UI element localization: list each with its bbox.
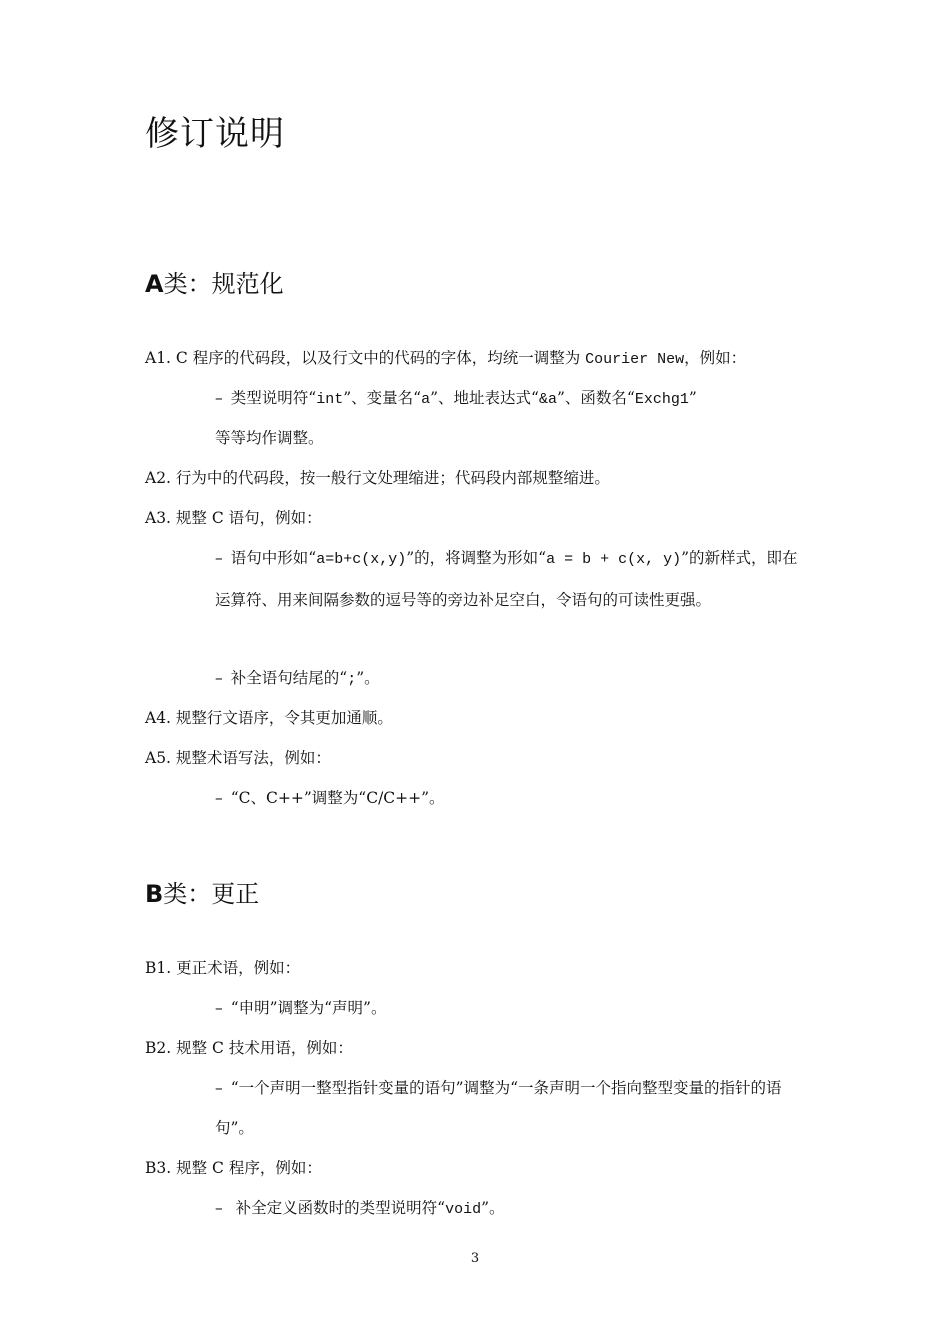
section-a-heading [145,264,284,299]
dash-bullet: – [215,549,223,567]
item-b2: B2. 规整 C 技术用语，例如： [145,1039,353,1057]
item-b3-sub1 [215,1188,505,1230]
item-a1-font-name: Courier New [585,351,685,368]
item-a4: A4. 规整行文语序，令其更加通顺。 [145,709,393,727]
item-a1-sub1-continuation: 等等均作调整。 [215,429,324,447]
item-a1 [145,338,746,380]
code-run: a = b + c(x, y) [546,551,682,568]
dash-bullet: – [215,789,223,807]
text-run: ”。 [481,1199,505,1217]
text-run: ”、函数名“ [556,389,635,407]
text-run: ”的新样式，即在运算符、用来间隔参数的逗号等的旁边补足空白，令语句的可读性更强。 [215,549,798,609]
section-a-label: 类：规范化 [163,270,284,298]
section-b-label: 类：更正 [163,880,260,908]
section-b-heading [145,874,259,909]
text-run: ”的，将调整为形如“ [406,549,547,567]
text-run: “一个声明一整型指针变量的语句”调整为“一条声明一个指向整型变量的指针的语句”。 [215,1079,782,1137]
text-run: 补全语句结尾的“ [230,669,348,687]
item-b2-sub1 [215,1068,810,1148]
item-b3: B3. 规整 C 程序，例如： [145,1159,322,1177]
text-run: 类型说明符“ [230,389,317,407]
item-b1-sub1 [215,988,386,1028]
item-a5: A5. 规整术语写法，例如： [145,749,331,767]
dash-bullet: – [215,1079,223,1097]
item-a3: A3. 规整 C 语句，例如： [145,509,322,527]
item-a1-text: A1. C 程序的代码段，以及行文中的代码的字体，均统一调整为 [145,349,586,367]
item-a2: A2. 行为中的代码段，按一般行文处理缩进；代码段内部规整缩进。 [145,469,610,487]
page-number: 3 [470,1251,480,1266]
dash-bullet: – [215,999,223,1017]
dash-bullet: – [215,669,223,687]
item-a1-suffix: ，例如： [684,349,747,367]
text-run: 补全定义函数时的类型说明符“ [230,1199,446,1217]
code-run: ; [347,671,357,688]
document-title: 修订说明 [145,114,285,154]
code-run: a [421,391,431,408]
code-run: a=b+c(x,y) [316,551,407,568]
text-run: “C、C++”调整为“C/C++”。 [230,789,445,807]
text-run: ”、地址表达式“ [430,389,539,407]
code-run: Exchg1 [634,391,689,408]
code-run: int [316,391,344,408]
dash-bullet: – [215,389,223,407]
item-a3-sub2 [215,658,380,700]
section-b-code: B [145,880,164,908]
text-run: 语句中形如“ [230,549,317,567]
code-run: void [445,1201,482,1218]
text-run: “申明”调整为“声明”。 [230,999,387,1017]
text-run: ”。 [356,669,380,687]
code-run: &a [538,391,557,408]
item-a5-sub1 [215,778,445,818]
dash-bullet: – [215,1199,223,1217]
item-a1-sub1 [215,378,697,420]
text-run: ”、变量名“ [343,389,422,407]
item-a3-sub1 [215,538,810,620]
item-b1: B1. 更正术语，例如： [145,959,301,977]
section-a-code: A [145,270,164,298]
text-run: ” [688,389,697,407]
